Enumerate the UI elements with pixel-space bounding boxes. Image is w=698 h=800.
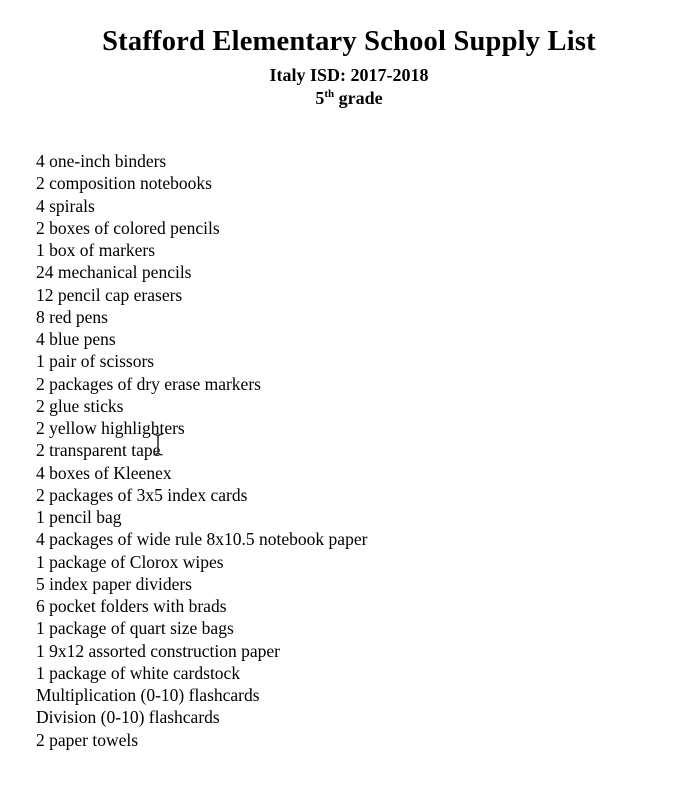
district-year-subtitle: Italy ISD: 2017-2018 xyxy=(269,65,429,85)
supply-list-item: 2 boxes of colored pencils xyxy=(36,217,220,238)
grade-ordinal-suffix: th xyxy=(324,88,335,100)
supply-list-item: 1 box of markers xyxy=(36,240,156,260)
grade-word: grade xyxy=(334,88,383,108)
supply-list-item: 2 packages of 3x5 index cards xyxy=(36,484,248,505)
document-header xyxy=(0,0,698,110)
supply-list-item: 2 glue sticks xyxy=(36,395,124,416)
supply-list-item: 6 pocket folders with brads xyxy=(36,596,227,616)
supply-list-item: 1 9x12 assorted construction paper xyxy=(36,640,280,661)
supply-list-item: 2 transparent tape xyxy=(36,440,161,461)
supply-list-item: 4 one-inch binders xyxy=(36,151,167,171)
grade-number: 5 xyxy=(315,88,325,108)
supply-list-item: 24 mechanical pencils xyxy=(36,262,192,283)
supply-list-item: 4 packages of wide rule 8x10.5 notebook paper xyxy=(36,529,368,550)
supply-list-item: 2 paper towels xyxy=(36,729,139,750)
supply-list-item: 4 spirals xyxy=(36,195,95,216)
supply-list-item: 2 yellow highlighters xyxy=(36,418,185,438)
supply-list-item: 1 pencil bag xyxy=(36,507,122,527)
supply-list-item: 4 boxes of Kleenex xyxy=(36,462,172,483)
supply-list-item: 1 package of quart size bags xyxy=(36,618,234,639)
supply-list-item: 1 package of white cardstock xyxy=(36,662,241,683)
supply-list-item: 4 blue pens xyxy=(36,329,116,349)
page-title: Stafford Elementary School Supply List xyxy=(102,26,596,57)
supply-list-item: 12 pencil cap erasers xyxy=(36,284,183,305)
supply-list-item: 1 package of Clorox wipes xyxy=(36,551,224,572)
supply-list xyxy=(0,150,698,751)
grade-line xyxy=(0,87,698,110)
supply-list-item: 8 red pens xyxy=(36,306,108,327)
supply-list-item: 5 index paper dividers xyxy=(36,573,192,594)
supply-list-item: 2 packages of dry erase markers xyxy=(36,373,261,394)
supply-list-item: 1 pair of scissors xyxy=(36,351,155,372)
supply-list-item: Multiplication (0-10) flashcards xyxy=(36,685,260,705)
supply-list-item: 2 composition notebooks xyxy=(36,173,212,194)
supply-list-item: Division (0-10) flashcards xyxy=(36,707,220,728)
